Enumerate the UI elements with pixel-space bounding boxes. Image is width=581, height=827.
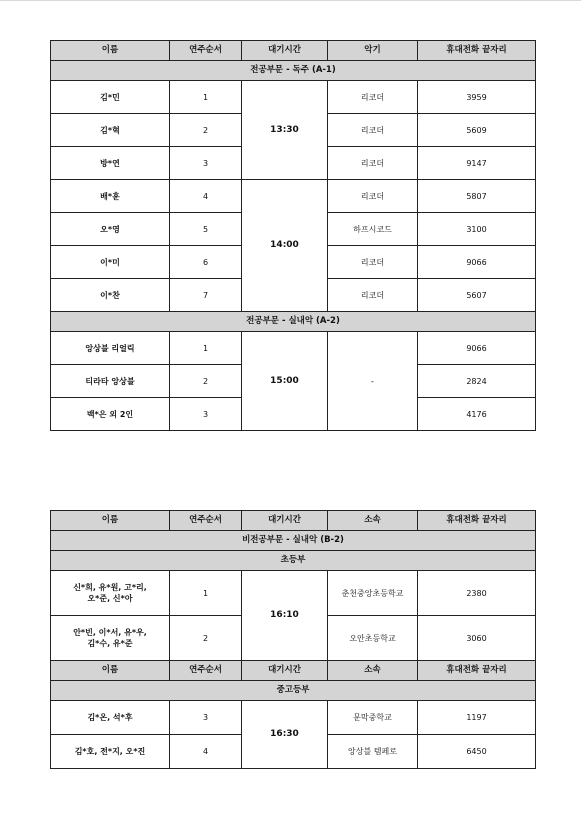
cell-name: 방*연	[51, 147, 170, 180]
cell-name: 이*미	[51, 246, 170, 279]
header-order: 연주순서	[170, 661, 242, 681]
cell-name: 이*찬	[51, 279, 170, 312]
section-title-a1: 전공부문 - 독주 (A-1)	[51, 61, 536, 81]
cell-name-line: 김*수, 유*준	[87, 639, 133, 648]
cell-instrument: 리코더	[328, 147, 418, 180]
cell-order: 2	[170, 114, 242, 147]
cell-name: 앙상블 리얼릭	[51, 332, 170, 365]
cell-affiliation: 춘천중앙초등학교	[328, 571, 418, 616]
table-row	[51, 571, 536, 616]
cell-instrument: 리코더	[328, 114, 418, 147]
cell-phone: 1197	[418, 701, 536, 735]
cell-order: 5	[170, 213, 242, 246]
table-header-row	[51, 41, 536, 61]
cell-phone: 3060	[418, 616, 536, 661]
header-phone: 휴대전화 끝자리	[418, 41, 536, 61]
cell-affiliation: 오안초등학교	[328, 616, 418, 661]
header-wait-time: 대기시간	[242, 661, 328, 681]
cell-wait-time: 16:10	[242, 571, 328, 661]
cell-instrument: 리코더	[328, 81, 418, 114]
cell-affiliation: 문막중학교	[328, 701, 418, 735]
top-divider	[0, 0, 581, 1]
cell-instrument: 하프시코드	[328, 213, 418, 246]
header-phone: 휴대전화 끝자리	[418, 661, 536, 681]
cell-phone: 5607	[418, 279, 536, 312]
cell-instrument: 리코더	[328, 246, 418, 279]
section-title-a2: 전공부문 - 실내악 (A-2)	[51, 312, 536, 332]
cell-name: 오*영	[51, 213, 170, 246]
cell-phone: 3959	[418, 81, 536, 114]
cell-order: 3	[170, 147, 242, 180]
header-name: 이름	[51, 661, 170, 681]
cell-order: 6	[170, 246, 242, 279]
table-row	[51, 81, 536, 114]
cell-wait-time: 16:30	[242, 701, 328, 769]
cell-phone: 5609	[418, 114, 536, 147]
cell-phone: 9066	[418, 246, 536, 279]
cell-name: 백*은 외 2인	[51, 398, 170, 431]
cell-order: 4	[170, 735, 242, 769]
table-row	[51, 332, 536, 365]
cell-order: 7	[170, 279, 242, 312]
cell-order: 2	[170, 365, 242, 398]
header-order: 연주순서	[170, 511, 242, 531]
cell-name: 티라타 앙상블	[51, 365, 170, 398]
cell-name-line: 오*준, 신*아	[87, 594, 133, 603]
subsection-row	[51, 681, 536, 701]
schedule-table-non-major	[50, 510, 536, 769]
header-instrument: 악기	[328, 41, 418, 61]
section-title-b2: 비전공부문 - 실내악 (B-2)	[51, 531, 536, 551]
cell-order: 4	[170, 180, 242, 213]
section-row	[51, 312, 536, 332]
cell-name	[51, 571, 170, 616]
cell-affiliation: 앙상블 템페로	[328, 735, 418, 769]
cell-order: 1	[170, 81, 242, 114]
cell-name: 김*호, 전*지, 오*진	[51, 735, 170, 769]
table-row	[51, 701, 536, 735]
cell-order: 3	[170, 701, 242, 735]
cell-wait-time: 13:30	[242, 81, 328, 180]
cell-name: 배*훈	[51, 180, 170, 213]
subsection-title-elementary: 초등부	[51, 551, 536, 571]
cell-name: 김*온, 석*후	[51, 701, 170, 735]
cell-order: 1	[170, 571, 242, 616]
table-row	[51, 180, 536, 213]
cell-wait-time: 15:00	[242, 332, 328, 431]
header-wait-time: 대기시간	[242, 41, 328, 61]
cell-name-line: 안*빈, 이*서, 유*우,	[73, 628, 147, 637]
cell-order: 2	[170, 616, 242, 661]
cell-phone: 9066	[418, 332, 536, 365]
section-row	[51, 531, 536, 551]
header-name: 이름	[51, 41, 170, 61]
cell-name: 김*혁	[51, 114, 170, 147]
schedule-table-major	[50, 40, 536, 431]
cell-phone: 6450	[418, 735, 536, 769]
section-row	[51, 61, 536, 81]
cell-order: 1	[170, 332, 242, 365]
cell-phone: 5807	[418, 180, 536, 213]
cell-phone: 9147	[418, 147, 536, 180]
header-order: 연주순서	[170, 41, 242, 61]
cell-instrument: -	[328, 332, 418, 431]
cell-phone: 2824	[418, 365, 536, 398]
cell-name-line: 신*희, 유*원, 고*리,	[73, 583, 147, 592]
header-name: 이름	[51, 511, 170, 531]
cell-order: 3	[170, 398, 242, 431]
cell-instrument: 리코더	[328, 279, 418, 312]
table-header-row	[51, 661, 536, 681]
cell-instrument: 리코더	[328, 180, 418, 213]
cell-wait-time: 14:00	[242, 180, 328, 312]
cell-phone: 4176	[418, 398, 536, 431]
table-header-row	[51, 511, 536, 531]
subsection-row	[51, 551, 536, 571]
cell-name	[51, 616, 170, 661]
header-affiliation: 소속	[328, 511, 418, 531]
cell-name: 김*민	[51, 81, 170, 114]
header-affiliation: 소속	[328, 661, 418, 681]
cell-phone: 3100	[418, 213, 536, 246]
subsection-title-secondary: 중고등부	[51, 681, 536, 701]
header-wait-time: 대기시간	[242, 511, 328, 531]
cell-phone: 2380	[418, 571, 536, 616]
header-phone: 휴대전화 끝자리	[418, 511, 536, 531]
